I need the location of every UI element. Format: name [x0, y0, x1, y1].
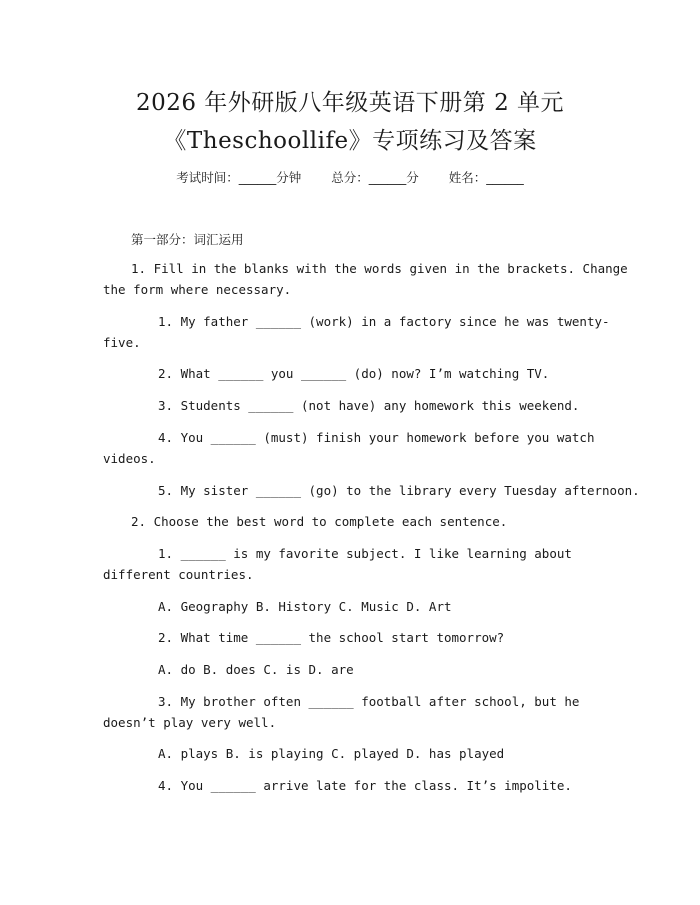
section-heading-part-1: 第一部分：词汇运用	[131, 232, 244, 247]
question-1-item-5: 5. My sister ______ (go) to the library every Tuesday afternoon.	[158, 483, 640, 498]
question-1-item-2: 2. What ______ you ______ (do) now? I’m watching TV.	[158, 366, 550, 381]
question-1-instruction-cont: the form where necessary.	[103, 282, 292, 297]
question-2-instruction: 2. Choose the best word to complete each sentence.	[131, 514, 508, 529]
exam-info-row	[0, 168, 700, 186]
question-1-item-1-cont: five.	[103, 335, 141, 350]
total-score-field: 总分：______分	[331, 170, 419, 185]
question-2-item-3-cont: doesn’t play very well.	[103, 715, 277, 730]
question-2-item-2-options: A. do B. does C. is D. are	[158, 662, 354, 677]
question-2-item-4: 4. You ______ arrive late for the class. It’s impolite.	[158, 778, 572, 793]
question-2-item-2: 2. What time ______ the school start tomorrow?	[158, 630, 505, 645]
question-2-item-1-cont: different countries.	[103, 567, 254, 582]
document-title-line-1: 2026 年外研版八年级英语下册第 2 单元	[135, 90, 565, 116]
exam-time-field: 考试时间：______分钟	[176, 170, 302, 185]
document-title-line-2: 《Theschoollife》专项练习及答案	[163, 128, 537, 154]
question-2-item-1-options: A. Geography B. History C. Music D. Art	[158, 599, 452, 614]
question-1-item-4-cont: videos.	[103, 451, 156, 466]
question-1-instruction: 1. Fill in the blanks with the words given in the brackets. Change	[131, 261, 628, 276]
question-2-item-3: 3. My brother often ______ football after school, but he	[158, 694, 580, 709]
student-name-field: 姓名：______	[448, 170, 524, 185]
question-2-item-1: 1. ______ is my favorite subject. I like learning about	[158, 546, 572, 561]
question-1-item-4: 4. You ______ (must) finish your homework before you watch	[158, 430, 595, 445]
question-1-item-1: 1. My father ______ (work) in a factory since he was twenty-	[158, 314, 610, 329]
question-2-item-3-options: A. plays B. is playing C. played D. has played	[158, 746, 505, 761]
question-1-item-3: 3. Students ______ (not have) any homework this weekend.	[158, 398, 580, 413]
